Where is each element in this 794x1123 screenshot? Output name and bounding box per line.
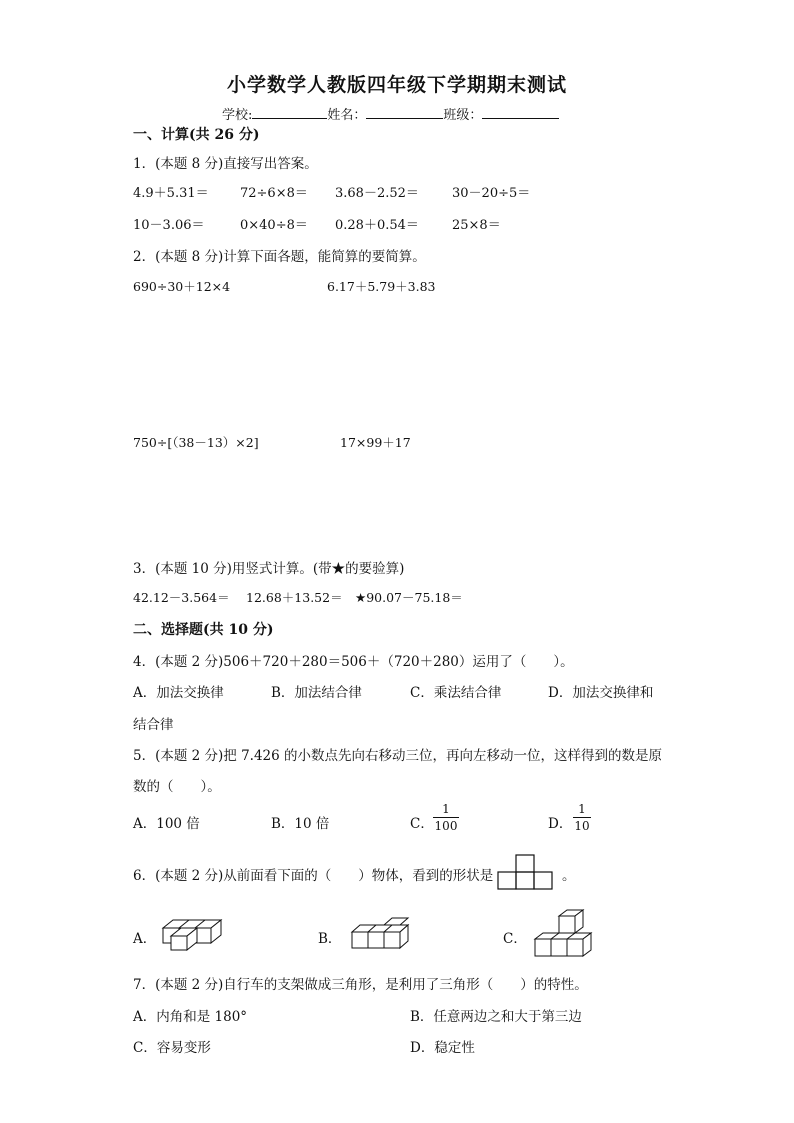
front-view-figure	[497, 853, 557, 891]
school-blank[interactable]	[252, 105, 327, 119]
page-title: 小学数学人教版四年级下学期期末测试	[226, 74, 567, 96]
q3-expression: 42.12－3.564＝	[133, 590, 230, 605]
q7-text: 7．(本题 2 分)自行车的支架做成三角形，是利用了三角形（ ）的特性。	[133, 977, 588, 993]
q4-option-a[interactable]: A．加法交换律	[133, 685, 224, 701]
q5-text-line1: 5．(本题 2 分)把 7.426 的小数点先向右移动三位，再向左移动一位，这样得到的数是原	[133, 748, 663, 764]
q1-item: 10－3.06＝	[133, 218, 205, 233]
q2-expression: 6.17＋5.79＋3.83	[327, 279, 436, 294]
q1-item: 30－20÷5＝	[452, 186, 531, 201]
q2-expression: 690÷30＋12×4	[133, 279, 231, 294]
q7-option-a[interactable]: A．内角和是 180°	[133, 1009, 248, 1025]
q1-item: 0.28＋0.54＝	[335, 218, 419, 233]
q1-item: 72÷6×8＝	[240, 186, 308, 201]
q5-option-d-fraction	[573, 802, 591, 833]
q5-option-b[interactable]: B．10 倍	[271, 816, 330, 832]
q2-text: 2．(本题 8 分)计算下面各题，能简算的要简算。	[133, 249, 426, 265]
q7-option-c[interactable]: C．容易变形	[133, 1040, 211, 1056]
q5-text-line2: 数的（ ）。	[133, 779, 221, 795]
q5-option-a[interactable]: A．100 倍	[133, 816, 200, 832]
fraction-numerator: 1	[578, 802, 586, 816]
section-heading-calc: 一、计算(共 26 分)	[133, 127, 260, 143]
q1-item: 25×8＝	[452, 218, 501, 233]
q1-text: 1．(本题 8 分)直接写出答案。	[133, 156, 318, 172]
q4-text: 4．(本题 2 分)506＋720＋280＝506＋（720＋280）运用了（ ）。	[133, 654, 574, 670]
class-label: 班级：	[443, 108, 483, 123]
q6-text: 6．(本题 2 分)从前面看下面的（ ）物体，看到的形状是	[133, 868, 494, 884]
section-heading-choice: 二、选择题(共 10 分)	[133, 622, 274, 638]
school-label: 学校:	[222, 108, 253, 123]
q4-option-c[interactable]: C．乘法结合律	[410, 685, 502, 701]
q1-item: 4.9＋5.31＝	[133, 186, 209, 201]
q1-item: 3.68－2.52＝	[335, 186, 419, 201]
cube-figure-b	[350, 918, 418, 954]
q5-option-c[interactable]: C．	[410, 816, 434, 832]
q4-option-d-cont: 结合律	[133, 717, 174, 733]
class-blank[interactable]	[482, 105, 559, 119]
q3-expression: 12.68＋13.52＝	[246, 590, 343, 605]
fraction-denominator: 10	[574, 819, 590, 833]
q6-option-a[interactable]: A．	[133, 931, 157, 947]
name-blank[interactable]	[366, 105, 443, 119]
q6-option-b[interactable]: B．	[318, 931, 342, 947]
q3-expression: ★90.07－75.18＝	[355, 590, 463, 605]
q2-expression: 750÷[（38－13）×2]	[133, 435, 259, 450]
name-label: 姓名：	[327, 108, 367, 123]
student-info	[222, 104, 559, 123]
q4-option-d[interactable]: D．加法交换律和	[548, 685, 654, 701]
fraction-numerator: 1	[442, 802, 450, 816]
q2-expression: 17×99＋17	[340, 435, 411, 450]
q5-option-c-fraction	[433, 802, 459, 833]
q7-option-d[interactable]: D．稳定性	[410, 1040, 475, 1056]
q1-item: 0×40÷8＝	[240, 218, 308, 233]
q5-option-d[interactable]: D．	[548, 816, 573, 832]
q3-text: 3．(本题 10 分)用竖式计算。(带★的要验算)	[133, 561, 405, 577]
q7-option-b[interactable]: B．任意两边之和大于第三边	[410, 1009, 582, 1025]
q6-option-c[interactable]: C．	[503, 931, 527, 947]
q6-text-end: 。	[562, 868, 576, 884]
cube-figure-a	[158, 916, 224, 952]
fraction-denominator: 100	[434, 819, 458, 833]
cube-figure-c	[534, 909, 598, 959]
q4-option-b[interactable]: B．加法结合律	[271, 685, 362, 701]
